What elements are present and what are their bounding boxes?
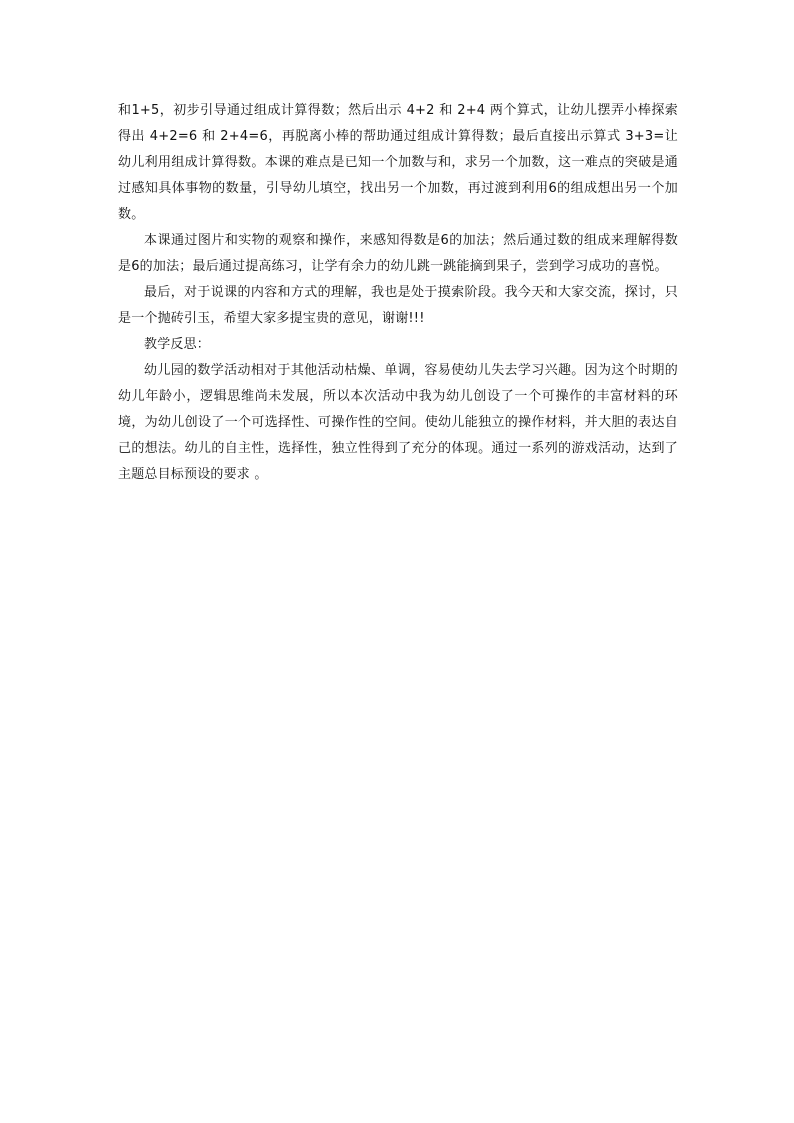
paragraph-lesson-summary: 本课通过图片和实物的观察和操作，来感知得数是6的加法；然后通过数的组成来理解得数是6的加法；最后通过提高练习，让学有余力的幼儿跳一跳能摘到果子，尝到学习成功的喜悦。 <box>118 233 678 274</box>
paragraph-teaching-process: 和1+5，初步引导通过组成计算得数；然后出示 4+2 和 2+4 两个算式，让幼儿摆弄小棒探索得出 4+2=6 和 2+4=6，再脱离小棒的帮助通过组成计算得数；最后直接出示算式 3+3=让幼儿利用组成计算得数。本课的难点是已知一个加数与和，求另一个加数，这一难点的突破是通过感知具体事物的数量，引导幼儿填空，找出另一个加数，再过渡到利用6的组成想出另一个加数。 <box>118 103 678 222</box>
paragraph-reflection-heading: 教学反思： <box>144 337 211 352</box>
document-body <box>118 98 678 488</box>
paragraph-teaching-reflection: 幼儿园的数学活动相对于其他活动枯燥、单调，容易使幼儿失去学习兴趣。因为这个时期的幼儿年龄小，逻辑思维尚未发展，所以本次活动中我为幼儿创设了一个可操作的丰富材料的环境，为幼儿创设了一个可选择性、可操作性的空间。使幼儿能独立的操作材料，并大胆的表达自己的想法。幼儿的自主性，选择性，独立性得到了充分的体现。通过一系列的游戏活动，达到了主题总目标预设的要求 。 <box>118 363 678 482</box>
paragraph-closing-remarks: 最后，对于说课的内容和方式的理解，我也是处于摸索阶段。我今天和大家交流，探讨，只是一个抛砖引玉，希望大家多提宝贵的意见，谢谢!!! <box>118 285 678 326</box>
